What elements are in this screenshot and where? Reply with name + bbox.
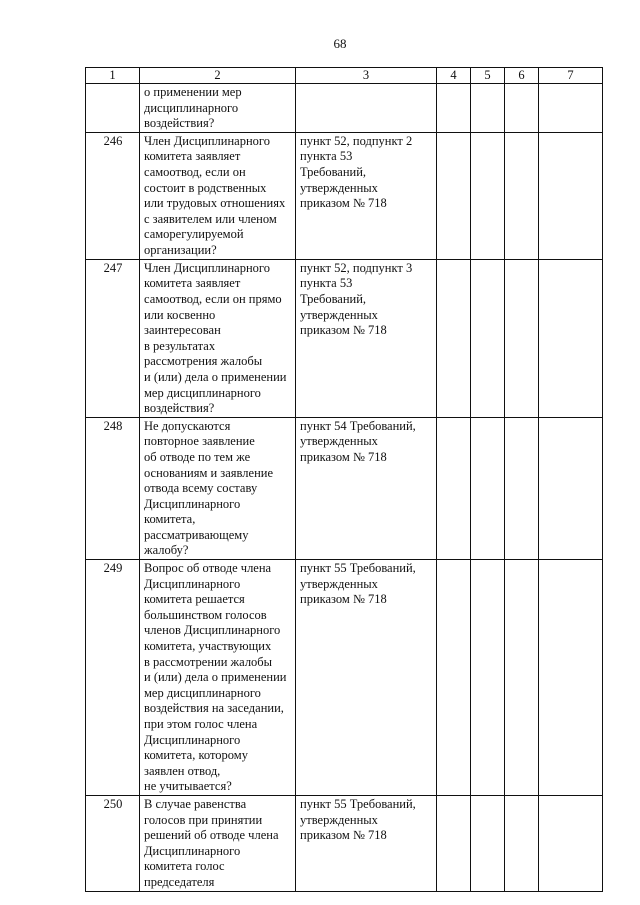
legal-basis: пункт 52, подпункт 3 пункта 53 Требований, утвержденных приказом № 718 xyxy=(296,259,437,417)
checklist-table xyxy=(85,67,603,892)
requirement-question: о применении мер дисциплинарного воздействия? xyxy=(140,84,296,133)
table-header-row xyxy=(86,68,603,84)
row-number: 247 xyxy=(86,259,140,417)
requirement-question: Вопрос об отводе члена Дисциплинарного комитета решается большинством голосов членов Дисциплинарного комитета, участвующих в рассмотрении жалобы и (или) дела о применении мер дисциплинарного воздействия на заседании, при этом голос члена Дисциплинарного комитета, которому заявлен отвод, не учитывается? xyxy=(140,560,296,796)
answer-cell-4 xyxy=(437,132,471,259)
row-number: 249 xyxy=(86,560,140,796)
column-header: 5 xyxy=(471,68,505,84)
legal-basis: пункт 55 Требований, утвержденных приказом № 718 xyxy=(296,795,437,891)
answer-cell-6 xyxy=(505,560,539,796)
answer-cell-4 xyxy=(437,84,471,133)
answer-cell-7 xyxy=(539,560,603,796)
legal-basis: пункт 52, подпункт 2 пункта 53 Требований, утвержденных приказом № 718 xyxy=(296,132,437,259)
row-number xyxy=(86,84,140,133)
table-row xyxy=(86,84,603,133)
requirement-question: Член Дисциплинарного комитета заявляет самоотвод, если он прямо или косвенно заинтересован в результатах рассмотрения жалобы и (или) дела о применении мер дисциплинарного воздействия? xyxy=(140,259,296,417)
answer-cell-6 xyxy=(505,132,539,259)
row-number: 250 xyxy=(86,795,140,891)
column-header: 1 xyxy=(86,68,140,84)
legal-basis: пункт 55 Требований, утвержденных приказом № 718 xyxy=(296,560,437,796)
answer-cell-5 xyxy=(471,259,505,417)
table-row xyxy=(86,417,603,559)
answer-cell-5 xyxy=(471,84,505,133)
answer-cell-4 xyxy=(437,560,471,796)
answer-cell-5 xyxy=(471,560,505,796)
column-header: 7 xyxy=(539,68,603,84)
requirement-question: Не допускаются повторное заявление об отводе по тем же основаниям и заявление отвода всему составу Дисциплинарного комитета, рассматривающему жалобу? xyxy=(140,417,296,559)
answer-cell-7 xyxy=(539,795,603,891)
answer-cell-7 xyxy=(539,417,603,559)
page-number: 68 xyxy=(333,36,347,51)
column-header: 6 xyxy=(505,68,539,84)
answer-cell-6 xyxy=(505,259,539,417)
column-header: 3 xyxy=(296,68,437,84)
answer-cell-6 xyxy=(505,84,539,133)
answer-cell-5 xyxy=(471,417,505,559)
answer-cell-4 xyxy=(437,417,471,559)
row-number: 246 xyxy=(86,132,140,259)
answer-cell-6 xyxy=(505,795,539,891)
legal-basis: пункт 54 Требований, утвержденных приказом № 718 xyxy=(296,417,437,559)
row-number: 248 xyxy=(86,417,140,559)
answer-cell-7 xyxy=(539,259,603,417)
answer-cell-7 xyxy=(539,84,603,133)
answer-cell-5 xyxy=(471,132,505,259)
answer-cell-6 xyxy=(505,417,539,559)
answer-cell-7 xyxy=(539,132,603,259)
answer-cell-4 xyxy=(437,795,471,891)
requirement-question: Член Дисциплинарного комитета заявляет самоотвод, если он состоит в родственных или трудовых отношениях с заявителем или членом саморегулируемой организации? xyxy=(140,132,296,259)
table-row xyxy=(86,132,603,259)
requirement-question: В случае равенства голосов при принятии решений об отводе члена Дисциплинарного комитета голос председателя xyxy=(140,795,296,891)
answer-cell-5 xyxy=(471,795,505,891)
table-row xyxy=(86,259,603,417)
table-row xyxy=(86,795,603,891)
column-header: 4 xyxy=(437,68,471,84)
column-header: 2 xyxy=(140,68,296,84)
answer-cell-4 xyxy=(437,259,471,417)
table-row xyxy=(86,560,603,796)
legal-basis xyxy=(296,84,437,133)
